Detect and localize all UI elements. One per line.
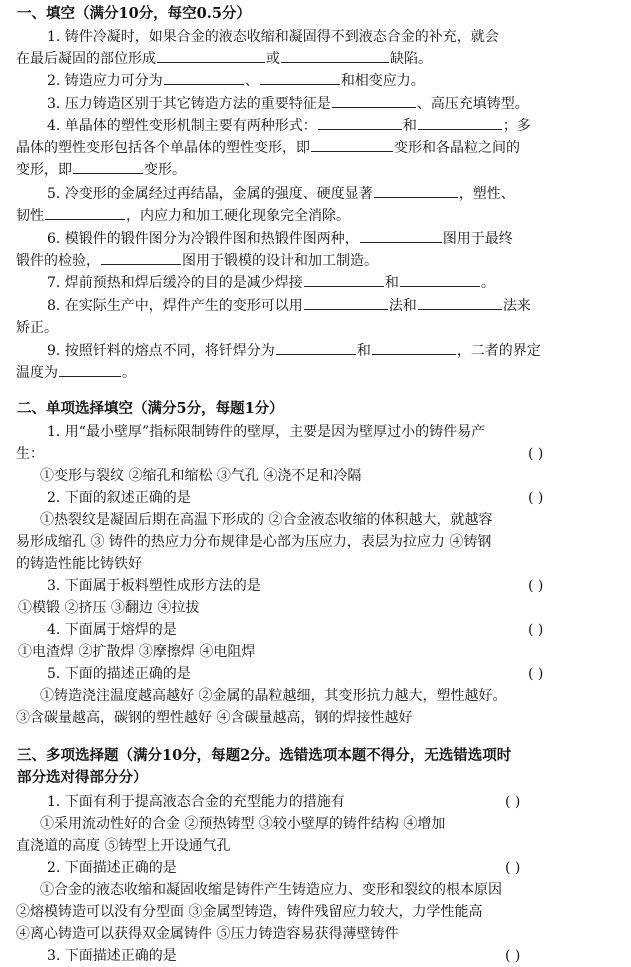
answer-blank[interactable] bbox=[304, 295, 388, 310]
answer-blank[interactable] bbox=[360, 228, 442, 243]
fill-q4-line2: 晶体的塑性变形包括各个单晶体的塑性变形，即 变形和各晶粒之间的 bbox=[0, 137, 631, 159]
single-q1-line2: 生： ( ) bbox=[0, 443, 631, 465]
single-q3: 3. 下面属于板料塑性成形方法的是 ( ) bbox=[0, 575, 631, 597]
answer-blank[interactable] bbox=[276, 340, 356, 355]
answer-blank[interactable] bbox=[418, 295, 502, 310]
answer-paren[interactable]: ( ) bbox=[528, 490, 544, 506]
answer-blank[interactable] bbox=[101, 250, 181, 265]
fill-q1-line2: 在最后凝固的部位形成 或 缺陷。 bbox=[0, 48, 631, 70]
fill-q3: 3. 压力铸造区别于其它铸造方法的重要特征是 、高压充填铸型。 bbox=[0, 93, 631, 115]
single-q5-options-1: ①铸造浇注温度越高越好 ②金属的晶粒越细，其变形抗力越大，塑性越好。 bbox=[40, 688, 507, 704]
multi-q2-options-3: ④离心铸造可以获得双金属铸件 ⑤压力铸造容易获得薄壁铸件 bbox=[16, 926, 399, 942]
single-q3-options: ①模锻 ②挤压 ③翻边 ④拉拔 bbox=[18, 600, 200, 616]
fill-q2: 2. 铸造应力可分为 、 和相变应力。 bbox=[0, 70, 631, 92]
fill-q6-line1: 6. 模锻件的锻件图分为冷锻件图和热锻件图两种， 图用于最终 bbox=[0, 228, 631, 250]
single-q1-options: ①变形与裂纹 ②缩孔和缩松 ③气孔 ④浇不足和冷隔 bbox=[40, 468, 362, 484]
answer-blank[interactable] bbox=[374, 183, 458, 198]
answer-paren[interactable]: ( ) bbox=[528, 578, 544, 594]
single-q5-options-2: ③含碳量越高，碳钢的塑性越好 ④含碳量越高，钢的焊接性越好 bbox=[16, 710, 413, 726]
answer-paren[interactable]: ( ) bbox=[528, 666, 544, 682]
answer-blank[interactable] bbox=[281, 48, 389, 63]
answer-blank[interactable] bbox=[260, 70, 340, 85]
answer-blank[interactable] bbox=[418, 115, 502, 130]
answer-blank[interactable] bbox=[372, 340, 456, 355]
multi-q2-options-2: ②熔模铸造可以没有分型面 ③金属型铸造，铸件残留应力较大，力学性能高 bbox=[16, 904, 483, 920]
fill-q5-line2: 韧性 ，内应力和加工硬化现象完全消除。 bbox=[0, 205, 631, 227]
fill-q9-line1: 9. 按照钎料的熔点不同，将钎焊分为 和 ，二者的界定 bbox=[0, 340, 631, 362]
fill-q6-line2: 锻件的检验， 图用于锻模的设计和加工制造。 bbox=[0, 250, 631, 272]
multi-q2-options-1: ①合金的液态收缩和凝固收缩是铸件产生铸造应力、变形和裂纹的根本原因 bbox=[40, 882, 502, 898]
section-heading-multi-choice-cont: 部分选对得部分分） bbox=[17, 769, 148, 786]
answer-blank[interactable] bbox=[164, 70, 244, 85]
single-q1-line1: 1. 用“最小壁厚”指标限制铸件的壁厚，主要是因为壁厚过小的铸件易产 bbox=[47, 424, 486, 440]
fill-q8-line2: 矫正。 bbox=[16, 320, 58, 336]
single-q2-options-1: ①热裂纹是凝固后期在高温下形成的 ②合金液态收缩的体积越大，就越容 bbox=[40, 512, 493, 528]
answer-blank[interactable] bbox=[311, 137, 393, 152]
answer-paren[interactable]: ( ) bbox=[505, 794, 521, 810]
answer-paren[interactable]: ( ) bbox=[528, 446, 544, 462]
section-heading-single-choice: 二、单项选择填空（满分5分，每题1分） bbox=[17, 400, 284, 417]
single-q4: 4. 下面属于熔焊的是 ( ) bbox=[0, 619, 631, 641]
answer-blank[interactable] bbox=[400, 272, 480, 287]
multi-q1-options-2: 直浇道的高度 ⑤铸型上开设通气孔 bbox=[16, 838, 231, 854]
single-q4-options: ①电渣焊 ②扩散焊 ③摩擦焊 ④电阻焊 bbox=[18, 644, 256, 660]
fill-q8-line1: 8. 在实际生产中，焊件产生的变形可以用 法和 法来 bbox=[0, 295, 631, 317]
fill-q9-line2: 温度为 。 bbox=[0, 362, 631, 384]
answer-paren[interactable]: ( ) bbox=[528, 622, 544, 638]
section-heading-fill: 一、填空（满分10分，每空0.5分） bbox=[17, 5, 251, 22]
single-q2-options-3: 的铸造性能比铸铁好 bbox=[16, 556, 142, 572]
fill-q4-line1: 4. 单晶体的塑性变形机制主要有两种形式： 和 ；多 bbox=[0, 115, 631, 137]
single-q5: 5. 下面的描述正确的是 ( ) bbox=[0, 663, 631, 685]
answer-blank[interactable] bbox=[157, 48, 265, 63]
single-q2: 2. 下面的叙述正确的是 ( ) bbox=[0, 487, 631, 509]
multi-q1-options-1: ①采用流动性好的合金 ②预热铸型 ③较小壁厚的铸件结构 ④增加 bbox=[40, 816, 446, 832]
answer-paren[interactable]: ( ) bbox=[505, 860, 521, 876]
answer-blank[interactable] bbox=[332, 93, 416, 108]
answer-blank[interactable] bbox=[59, 362, 121, 377]
answer-blank[interactable] bbox=[45, 205, 125, 220]
fill-q1-line1: 1. 铸件冷凝时，如果合金的液态收缩和凝固得不到液态合金的补充，就会 bbox=[47, 29, 499, 45]
answer-paren[interactable]: ( ) bbox=[505, 948, 521, 964]
answer-blank[interactable] bbox=[73, 159, 143, 174]
fill-q4-line3: 变形，即 变形。 bbox=[0, 159, 631, 181]
multi-q3: 3. 下面描述正确的是 ( ) bbox=[0, 945, 631, 967]
fill-q5-line1: 5. 冷变形的金属经过再结晶，金属的强度、硬度显著 ，塑性、 bbox=[0, 183, 631, 205]
multi-q2: 2. 下面描述正确的是 ( ) bbox=[0, 857, 631, 879]
fill-q7: 7. 焊前预热和焊后缓冷的目的是减少焊接 和 。 bbox=[0, 272, 631, 294]
single-q2-options-2: 易形成缩孔 ③ 铸件的热应力分布规律是心部为压应力，表层为拉应力 ④铸钢 bbox=[16, 534, 492, 550]
section-heading-multi-choice: 三、多项选择题（满分10分，每题2分。选错选项本题不得分，无选错选项时 bbox=[17, 747, 512, 764]
multi-q1: 1. 下面有利于提高液态合金的充型能力的措施有 ( ) bbox=[0, 791, 631, 813]
answer-blank[interactable] bbox=[318, 115, 402, 130]
answer-blank[interactable] bbox=[304, 272, 384, 287]
